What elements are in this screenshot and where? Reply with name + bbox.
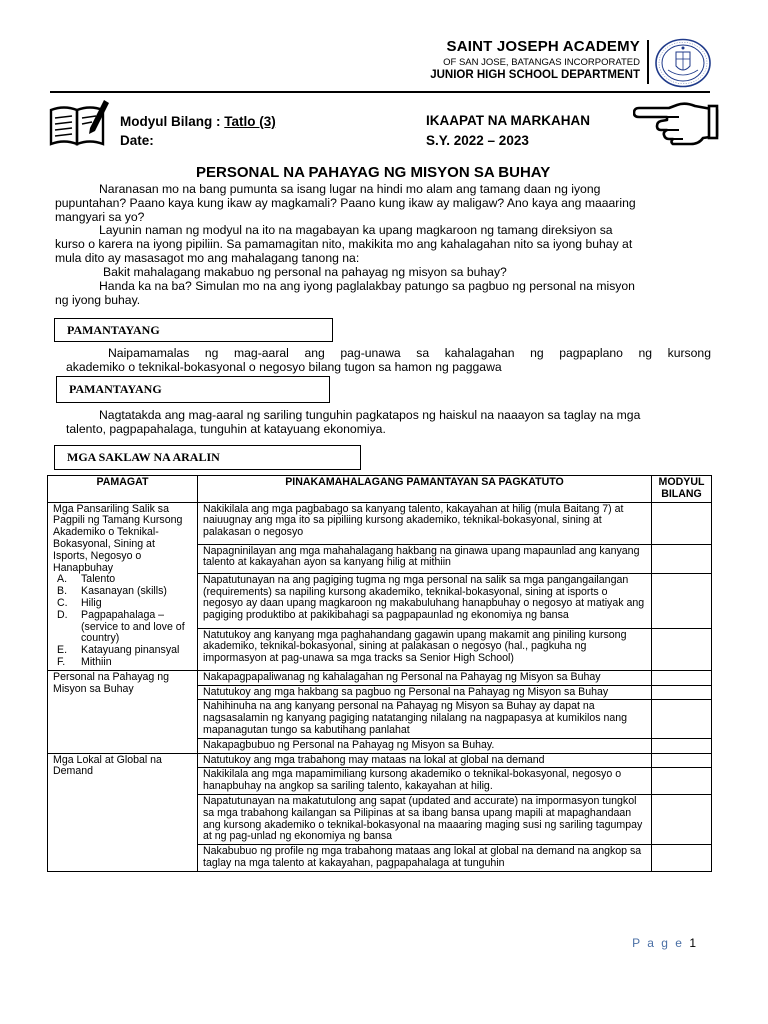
school-seal-icon: [654, 38, 712, 93]
competency-cell: Nakikilala ang mga pagbabago sa kanyang talento, kakayahan at hilig (mula Baitang 7) at naiuugnay ang mga ito sa pipiliing kursong akademiko, teknikal-bokasyonal, sining at palakasan o negosyo: [198, 502, 652, 544]
table-row: [48, 670, 712, 685]
competency-cell: Nakapagbubuo ng Personal na Pahayag ng Misyon sa Buhay.: [198, 738, 652, 753]
page-number-value: 1: [689, 936, 698, 950]
module-number: [120, 114, 276, 129]
list-item: A. Talento: [57, 573, 116, 586]
school-subtitle: OF SAN JOSE, BATANGAS INCORPORATED: [443, 57, 640, 68]
column-header-modyul: MODYUL BILANG: [652, 476, 712, 503]
module-number-cell: [652, 845, 712, 872]
column-header-pamagat: PAMAGAT: [48, 476, 198, 503]
module-number-cell: [652, 670, 712, 685]
table-row: [48, 502, 712, 544]
competency-table: [47, 475, 712, 872]
competency-cell: Napagninilayan ang mga mahahalagang hakbang na ginawa upang mapaunlad ang kanyang talento at kakayahan ayon sa kanyang hilig at mithiin: [198, 544, 652, 573]
pointing-hand-icon: [633, 100, 719, 151]
competency-cell: Natutukoy ang mga hakbang sa pagbuo ng Personal na Pahayag ng Misyon sa Buhay: [198, 685, 652, 700]
school-year: S.Y. 2022 – 2023: [426, 133, 529, 148]
lesson-coverage-heading: MGA SAKLAW NA ARALIN: [54, 445, 361, 470]
topic-cell: [48, 502, 198, 670]
school-name: SAINT JOSEPH ACADEMY: [446, 38, 640, 55]
module-number-cell: [652, 685, 712, 700]
competency-cell: Napatutunayan na ang pagiging tugma ng mga personal na salik sa mga pangangailangan (requirements) sa napiling kursong akademiko, teknikal-bokasyonal, sining at isports o negosyo ay daan upang magkaroon ng makabuluhang hanapbuhay o negosyo at matiyak ang pagiging produktibo at pakikibahagi sa pagpapaunlad ng ekonomiya ng bansa: [198, 573, 652, 628]
list-item: C. Hilig: [57, 596, 102, 609]
content-standard-heading: PAMANTAYANG: [54, 318, 333, 342]
column-header-pamantayan: PINAKAMAHALAGANG PAMANTAYAN SA PAGKATUTO: [198, 476, 652, 503]
module-number-cell: [652, 502, 712, 544]
competency-cell: Nahihinuha na ang kanyang personal na Pahayag ng Misyon sa Buhay ay dapat na nagsasalamin ng kanyang pagiging natatanging nilalang na nagpapasya at kumikilos nang mapanagutan tungo sa kabutihang panlahat: [198, 700, 652, 738]
module-number-cell: [652, 768, 712, 795]
module-number-cell: [652, 794, 712, 844]
intro-paragraph-2-line-1: Layunin naman ng modyul na ito na magabayan ka upang magkaroon ng tamang direksiyon sa: [99, 223, 613, 237]
module-number-cell: [652, 700, 712, 738]
list-item: F. Mithiin: [57, 655, 112, 668]
competency-cell: Nakikilala ang mga mapamimiliang kursong akademiko o teknikal-bokasyonal, negosyo o hanapbuhay na angkop sa sariling talento, kakayahan at hilig.: [198, 768, 652, 795]
page-label: P a g e: [632, 936, 684, 950]
intro-paragraph-1-line-3: mangyari sa yo?: [55, 210, 145, 224]
quarter-label: IKAAPAT NA MARKAHAN: [426, 113, 590, 128]
competency-cell: Natutukoy ang mga trabahong may mataas na lokal at global na demand: [198, 753, 652, 768]
list-item: D. Pagpapahalaga – (service to and love of country): [57, 608, 185, 645]
list-item: E. Katayuang pinansyal: [57, 644, 180, 657]
intro-paragraph-1-line-2: pupuntahan? Paano kaya kung ikaw ay magkamali? Paano kung ikaw ay maligaw? Ano kaya ang maaaring: [55, 196, 636, 210]
module-number-cell: [652, 753, 712, 768]
table-row: [48, 753, 712, 768]
guiding-question: Bakit mahalagang makabuo ng personal na pahayag ng misyon sa buhay?: [103, 265, 507, 279]
header-rule: [50, 91, 710, 93]
table-header-row: [48, 476, 712, 503]
module-number-value: Tatlo (3): [224, 114, 276, 129]
module-number-cell: [652, 738, 712, 753]
topic-cell: Personal na Pahayag ng Misyon sa Buhay: [48, 670, 198, 753]
module-number-cell: [652, 544, 712, 573]
performance-standard-line-2: talento, pagpapahalaga, tunguhin at katayuang ekonomiya.: [66, 422, 386, 436]
intro-paragraph-4-line-2: ng iyong buhay.: [55, 293, 141, 307]
topic-cell: Mga Lokal at Global na Demand: [48, 753, 198, 871]
content-standard-line-1: Naipamamalas ng mag-aaral ang pag-unawa sa kahalagahan ng pagpaplano ng kursong: [108, 346, 711, 360]
personal-factors-list: [53, 574, 192, 668]
content-standard-line-2: akademiko o teknikal-bokasyonal o negosyo bilang tugon sa hamon ng paggawa: [66, 360, 502, 374]
page-number: [632, 936, 698, 950]
intro-paragraph-1-line-1: Naranasan mo na bang pumunta sa isang lugar na hindi mo alam ang tamang daan ng iyong: [99, 182, 601, 196]
book-pencil-icon: [48, 98, 110, 153]
competency-cell: Natutukoy ang kanyang mga paghahandang gagawin upang makamit ang piniling kursong akademiko, teknikal-bokasyonal, sining at palakasan o negosyo (hal., pagkuha ng impormasyon at pag-unawa sa mga tracks sa Senior High School): [198, 628, 652, 670]
module-number-cell: [652, 573, 712, 628]
performance-standard-heading: PAMANTAYANG: [56, 376, 330, 403]
header-divider: [647, 40, 649, 84]
module-number-label: Modyul Bilang :: [120, 114, 221, 129]
intro-paragraph-4-line-1: Handa ka na ba? Simulan mo na ang iyong paglalakbay patungo sa pagbuo ng personal na misyon: [99, 279, 635, 293]
intro-paragraph-2-line-3: mula dito ay masasagot mo ang mahalagang tanong na:: [55, 251, 360, 265]
school-department: JUNIOR HIGH SCHOOL DEPARTMENT: [430, 69, 640, 81]
date-label: Date:: [120, 133, 154, 148]
document-title: PERSONAL NA PAHAYAG NG MISYON SA BUHAY: [196, 164, 551, 181]
topic-title: Mga Pansariling Salik sa Pagpili ng Tamang Kursong Akademiko o Teknikal-Bokasyonal, Sining at Isports, Negosyo o Hanapbuhay: [53, 502, 183, 574]
competency-cell: Nakabubuo ng profile ng mga trabahong mataas ang lokal at global na demand na angkop sa taglay na mga talento at kakayahan, pagpapahalaga at tunguhin: [198, 845, 652, 872]
intro-paragraph-2-line-2: kurso o karera na iyong pipiliin. Sa pamamagitan nito, makikita mo ang kahalagahan nito sa iyong buhay at: [55, 237, 633, 251]
competency-cell: Napatutunayan na makatutulong ang sapat (updated and accurate) na impormasyon tungkol sa mga trabahong kailangan sa Pilipinas at sa ibang bansa upang mapili at mapaghandaan ang kursong akademiko o teknikal-bokasyonal na maaaring maging susi ng sariling tagumpay at ng pag-unlad ng ekonomiya ng bansa: [198, 794, 652, 844]
competency-cell: Nakapagpapaliwanag ng kahalagahan ng Personal na Pahayag ng Misyon sa Buhay: [198, 670, 652, 685]
list-item: B. Kasanayan (skills): [57, 585, 167, 598]
module-number-cell: [652, 628, 712, 670]
performance-standard-line-1: Nagtatakda ang mag-aaral ng sariling tunguhin pagkatapos ng haiskul na naaayon sa taglay na mga: [99, 408, 641, 422]
